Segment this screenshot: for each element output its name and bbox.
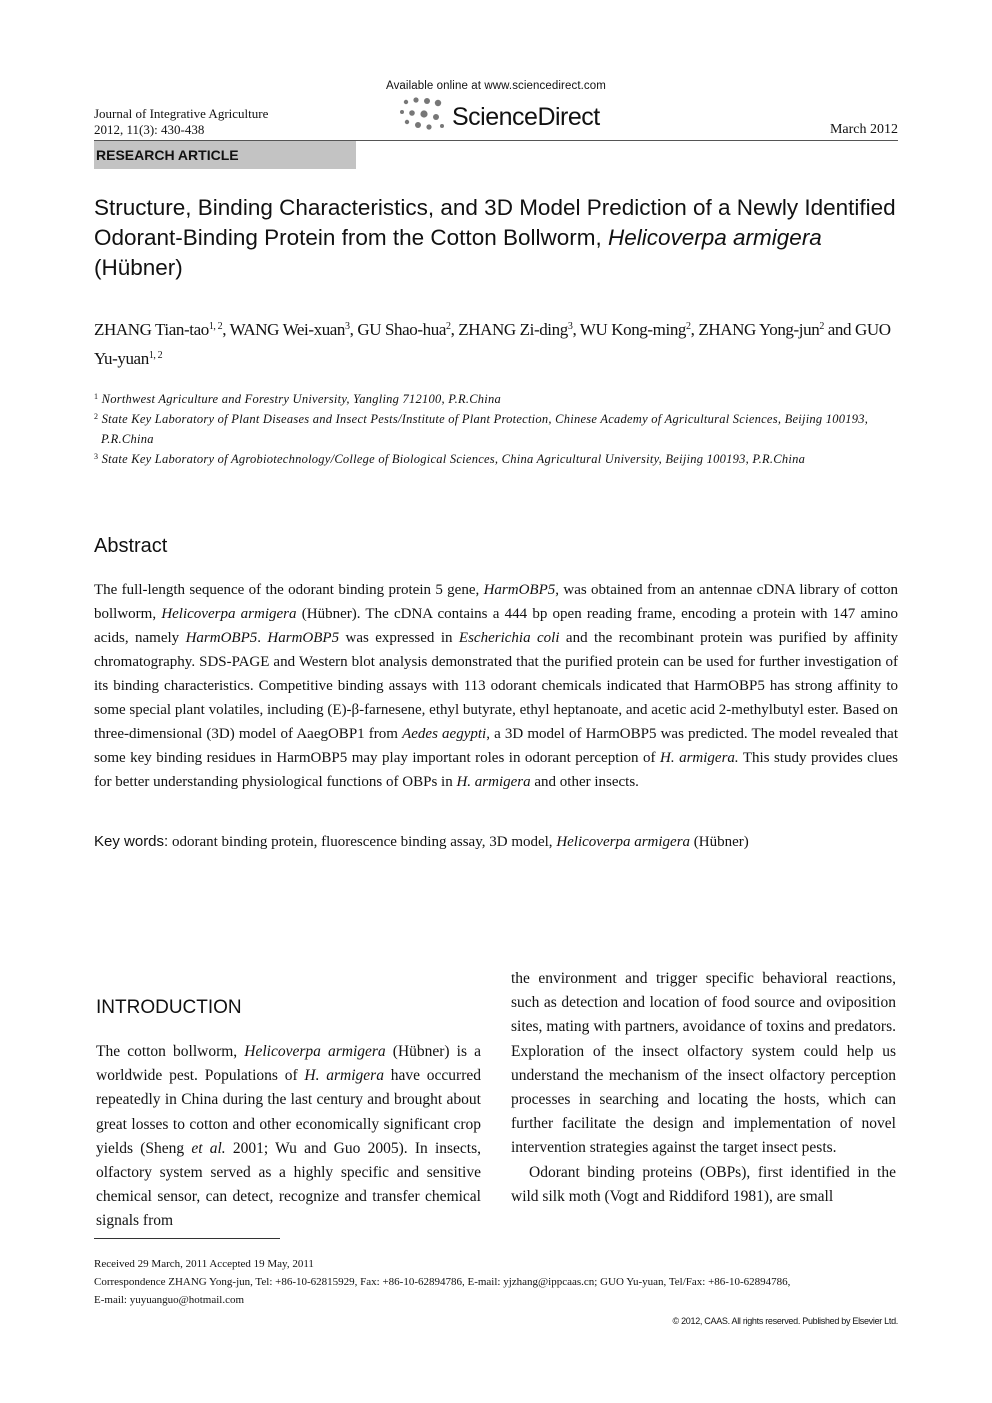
text-run: The full-length sequence of the odorant binding protein 5 gene,: [94, 582, 484, 598]
text-run: and other insects.: [530, 774, 639, 790]
text-run: The cotton bollworm,: [96, 1043, 245, 1060]
author-affiliation-mark: 2: [445, 321, 451, 332]
author-separator: ,: [222, 320, 230, 339]
italic-term: Helicoverpa armigera: [556, 834, 691, 850]
affiliation-text: Northwest Agriculture and Forestry University, Yangling 712100, P.R.China: [98, 392, 502, 406]
author-separator: ,: [450, 320, 459, 339]
author-name: ZHANG Tian-tao: [94, 320, 209, 339]
journal-name: Journal of Integrative Agriculture: [94, 106, 269, 121]
italic-term: HarmOBP5: [267, 630, 340, 646]
abstract-text: [94, 578, 898, 794]
author-separator: ,: [572, 320, 580, 339]
correspondence: Correspondence ZHANG Yong-jun, Tel: +86-10-62815929, Fax: +86-10-62894786, E-mail: yjzhang@ippcaas.cn; GUO Yu-yuan, Tel/Fax: +86-10-62894786,: [94, 1276, 791, 1288]
italic-term: H. armigera: [456, 774, 531, 790]
author-affiliation-mark: 2: [686, 321, 691, 332]
author-name: WANG Wei-xuan: [229, 320, 346, 339]
journal-issue: 2012, 11(3): 430-438: [94, 122, 205, 137]
affiliation-number: 1: [94, 392, 99, 401]
article-type-label: RESEARCH ARTICLE: [96, 147, 239, 163]
italic-term: Aedes aegypti: [402, 726, 487, 742]
author-list: [94, 315, 900, 373]
author-name: GU Shao-hua: [357, 320, 446, 339]
sciencedirect-wordmark: ScienceDirect: [452, 103, 600, 131]
affiliation-item: [94, 409, 900, 449]
author-name: GUO Yu-yuan: [94, 320, 891, 368]
title-main: Structure, Binding Characteristics, and 3D Model Prediction of a Newly Identified Odorant-Binding Protein from the Cotton Bollworm,: [94, 195, 896, 250]
affiliation-number: 3: [94, 452, 99, 461]
text-run: , a 3D model of HarmOBP5 was predicted. The model revealed that some key binding residues in HarmOBP5 may play important roles in odorant perception of: [94, 726, 898, 766]
affiliation-item: [94, 389, 900, 409]
italic-term: et al.: [191, 1139, 226, 1157]
copyright-notice: © 2012, CAAS. All rights reserved. Published by Elsevier Ltd.: [672, 1316, 898, 1326]
author-separator: ,: [349, 320, 358, 339]
issue-date: March 2012: [829, 122, 898, 137]
text-run: This study provides clues for better understanding physiological functions of OBPs in: [94, 750, 898, 790]
text-run: (Hübner). The cDNA contains a 444 bp open reading frame, encoding a protein with 147 amino acids, namely: [94, 606, 898, 646]
author-name: ZHANG Yong-jun: [698, 320, 820, 339]
abstract-heading: Abstract: [94, 535, 168, 557]
keywords-label: Key words:: [94, 833, 169, 850]
intro-paragraph: Odorant binding proteins (OBPs), first identified in the wild silk moth (Vogt and Riddiford 1981), are small: [511, 1163, 896, 1205]
introduction-left-column: [96, 1040, 481, 1234]
italic-term: H. armigera.: [660, 750, 739, 766]
italic-term: Helicoverpa armigera: [244, 1043, 386, 1060]
author-affiliation-mark: 2: [819, 321, 824, 332]
affiliation-text: State Key Laboratory of Plant Diseases and Insect Pests/Institute of Plant Protection, Chinese Academy of Agricultural Sciences, Beijing 100193, P.R.China: [98, 412, 869, 446]
author-affiliation-mark: 1, 2: [148, 350, 163, 361]
title-species: Helicoverpa armigera: [607, 225, 822, 250]
intro-paragraph: the environment and trigger specific behavioral reactions, such as detection and location of food source and oviposition sites, mating with partners, avoidance of toxins and predators. Exploration of the insect olfactory system could help us understand the mechanism of the insect olfactory perception processes in searching and locating the hosts, which can further facilitate the design and implementation of novel intervention strategies against the target insect pests.: [511, 970, 896, 1157]
correspondence-email[interactable]: E-mail: yuyuanguo@hotmail.com: [94, 1294, 245, 1306]
author-affiliation-mark: 3: [567, 321, 573, 332]
available-online-text[interactable]: Available online at www.sciencedirect.com: [386, 80, 606, 92]
text-run: have occurred repeatedly in China during the last century and brought about great losses to cotton and other economically significant crop yields (Sheng: [96, 1067, 481, 1157]
affiliation-number: 2: [94, 412, 99, 421]
text-run: (Hübner): [690, 834, 749, 850]
text-run: 2001; Wu and Guo 2005). In insects, olfactory system served as a highly specific and sensitive chemical sensor, can detect, recognize and transfer chemical signals from: [96, 1139, 481, 1230]
author-affiliation-mark: 1, 2: [208, 321, 223, 332]
article-title: [94, 193, 900, 283]
author-name: WU Kong-ming: [579, 320, 687, 339]
text-run: (Hübner) is a worldwide pest. Populations of: [96, 1043, 481, 1085]
italic-term: H. armigera: [304, 1067, 384, 1085]
text-run: and the recombinant protein was purified by affinity chromatography. SDS-PAGE and Western blot analysis demonstrated that the purified protein can be used for further investigation of its binding characteristics. Competitive binding assays with 113 odorant chemicals indicated that HarmOBP5 has strong affinity to some special plant volatiles, including (E)-β-farnesene, ethyl butyrate, ethyl heptanoate, and acetic acid 2-methylbutyl ester. Based on three-dimensional (3D) model of AaegOBP1 from: [94, 630, 898, 742]
text-run: .: [257, 630, 268, 646]
affiliation-item: [94, 449, 900, 469]
italic-term: HarmOBP5: [185, 630, 258, 646]
journal-citation: [94, 106, 268, 138]
author-separator: ,: [690, 320, 699, 339]
title-authority: (Hübner): [94, 255, 183, 280]
italic-term: Escherichia coli: [458, 630, 560, 646]
introduction-heading: INTRODUCTION: [96, 997, 242, 1018]
italic-term: Helicoverpa armigera: [161, 606, 297, 622]
text-run: was expressed in: [339, 630, 459, 646]
text-run: odorant binding protein, fluorescence binding assay, 3D model,: [168, 834, 557, 850]
text-run: , was obtained from an antennae cDNA library of cotton bollworm,: [94, 582, 899, 622]
author-name: ZHANG Zi-ding: [458, 320, 568, 339]
received-dates: Received 29 March, 2011 Accepted 19 May, 2011: [94, 1258, 314, 1270]
keywords: [94, 830, 898, 854]
author-separator: and: [823, 320, 855, 339]
affiliation-list: [94, 389, 900, 469]
footnotes: [94, 1255, 900, 1309]
affiliation-text: State Key Laboratory of Agrobiotechnology/College of Biological Sciences, China Agricultural University, Beijing 100193, P.R.China: [98, 452, 806, 466]
author-affiliation-mark: 3: [345, 321, 350, 332]
italic-term: HarmOBP5: [483, 582, 556, 598]
keywords-text: [168, 834, 749, 850]
footnote-divider: [94, 1238, 280, 1239]
introduction-right-column: [511, 967, 896, 1209]
